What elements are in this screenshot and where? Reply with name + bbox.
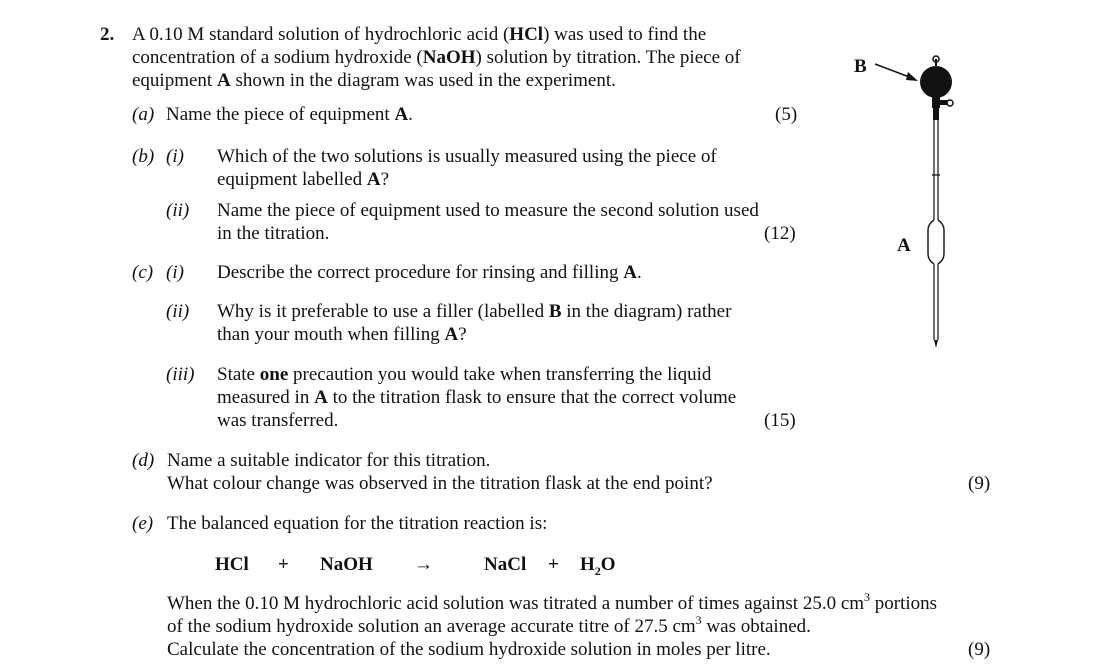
equation-nacl: NaCl [484, 554, 527, 575]
part-d-label: (d) [132, 450, 155, 471]
equation-h2o [580, 553, 616, 576]
equation-hcl: HCl [215, 554, 249, 575]
intro-text: shown in the diagram was used in the experiment. [230, 70, 616, 91]
part-e-para-text: of the sodium hydroxide solution an average accurate titre of 27.5 cm [167, 616, 696, 637]
equation-arrow: → [414, 554, 433, 575]
part-c-ii-text: in the diagram) rather [561, 301, 732, 322]
part-c-i-text-2: . [636, 262, 642, 283]
part-e-para-line-2 [167, 612, 811, 638]
filler-connector [933, 108, 939, 120]
equation-h2o-h: H [580, 554, 595, 575]
part-a-marks: (5) [775, 104, 798, 125]
part-b-label: (b) [132, 146, 155, 167]
formula-naoh: NaOH [422, 47, 476, 68]
part-b-i-label: (i) [166, 146, 184, 167]
part-d-line-1: Name a suitable indicator for this titration. [167, 450, 491, 471]
pipette-diagram [840, 50, 980, 360]
part-c-iii-line-2 [217, 386, 736, 409]
part-c-iii-text: measured in [217, 387, 315, 408]
part-b-i-text: ? [380, 169, 390, 190]
part-e-para-text: portions [870, 593, 938, 614]
part-c-ii-line-1 [217, 300, 731, 323]
part-c-i-text [217, 261, 642, 284]
equipment-ref-b: B [548, 301, 562, 322]
part-b-i-text: equipment labelled [217, 169, 367, 190]
filler-valve-knob [947, 100, 953, 106]
part-c-ii-text: Why is it preferable to use a filler (labelled [217, 301, 549, 322]
filler-bulb [920, 66, 952, 98]
equation-plus: + [548, 554, 559, 575]
pipette-bulb [928, 220, 944, 264]
intro-text: ) was used to find the [543, 24, 707, 45]
part-b-ii-line-2: in the titration. [217, 223, 330, 244]
part-c-ii-line-2 [217, 323, 467, 346]
formula-hcl: HCl [509, 24, 544, 45]
part-d-marks: (9) [968, 473, 991, 494]
emphasis-one: one [259, 364, 289, 385]
part-b-ii-line-1: Name the piece of equipment used to measure the second solution used [217, 200, 759, 221]
filler-neck [932, 96, 940, 108]
part-c-ii-text: than your mouth when filling [217, 324, 445, 345]
equipment-ref-a: A [366, 169, 381, 190]
part-b-ii-label: (ii) [166, 200, 190, 221]
part-e-para-line-1 [167, 589, 938, 615]
part-b-marks: (12) [764, 223, 796, 244]
equation-plus: + [278, 554, 289, 575]
part-c-iii-text: precaution you would take when transferring the liquid [288, 364, 712, 385]
part-b-i-line-1: Which of the two solutions is usually measured using the piece of [217, 146, 717, 167]
superscript: 3 [864, 589, 871, 604]
part-a-label: (a) [132, 104, 155, 125]
superscript: 3 [695, 612, 702, 627]
part-a-text-1: Name the piece of equipment [166, 104, 395, 125]
part-e-marks: (9) [968, 639, 991, 660]
part-c-ii-text: ? [458, 324, 467, 345]
part-e-para-text: When the 0.10 M hydrochloric acid solution was titrated a number of times against 25.0 cm [167, 593, 865, 614]
equation-naoh: NaOH [320, 554, 373, 575]
intro-text: concentration of a sodium hydroxide ( [132, 47, 423, 68]
intro-line-1 [132, 23, 706, 46]
equation-h2o-o: O [600, 554, 616, 575]
part-c-iii-line-3: was transferred. [217, 410, 339, 431]
part-a-text-2: . [408, 104, 413, 125]
part-c-i-text-1: Describe the correct procedure for rinsing and filling [217, 262, 624, 283]
equipment-ref-a: A [394, 104, 409, 125]
equation-h2o-sub: 2 [594, 563, 601, 578]
part-d-line-2: What colour change was observed in the titration flask at the end point? [167, 473, 713, 494]
part-c-i-label: (i) [166, 262, 184, 283]
part-c-iii-text: State [217, 364, 260, 385]
part-e-line-1: The balanced equation for the titration reaction is: [167, 513, 548, 534]
equipment-ref-a: A [623, 262, 637, 283]
part-c-iii-text: to the titration flask to ensure that the correct volume [327, 387, 737, 408]
pipette-tip [934, 340, 938, 348]
part-c-iii-label: (iii) [166, 364, 195, 385]
intro-text: equipment [132, 70, 217, 91]
part-a-text [166, 103, 413, 126]
equipment-ref-a: A [216, 70, 231, 91]
part-e-para-line-3: Calculate the concentration of the sodium hydroxide solution in moles per litre. [167, 639, 771, 660]
intro-text: A 0.10 M standard solution of hydrochloric acid ( [132, 24, 510, 45]
part-c-ii-label: (ii) [166, 301, 190, 322]
arrow-b-line [875, 64, 912, 78]
label-b: B [854, 56, 867, 77]
part-e-para-text: was obtained. [701, 616, 811, 637]
part-c-label: (c) [132, 262, 154, 283]
part-e-label: (e) [132, 513, 154, 534]
arrow-b-head [906, 72, 918, 81]
equipment-ref-a: A [314, 387, 328, 408]
question-number: 2. [100, 24, 115, 45]
equipment-ref-a: A [444, 324, 459, 345]
part-b-i-line-2 [217, 168, 389, 191]
intro-line-2 [132, 46, 741, 69]
part-c-iii-line-1 [217, 363, 711, 386]
intro-text: ) solution by titration. The piece of [475, 47, 741, 68]
label-a: A [897, 235, 911, 256]
intro-line-3 [132, 69, 616, 92]
part-c-marks: (15) [764, 410, 796, 431]
